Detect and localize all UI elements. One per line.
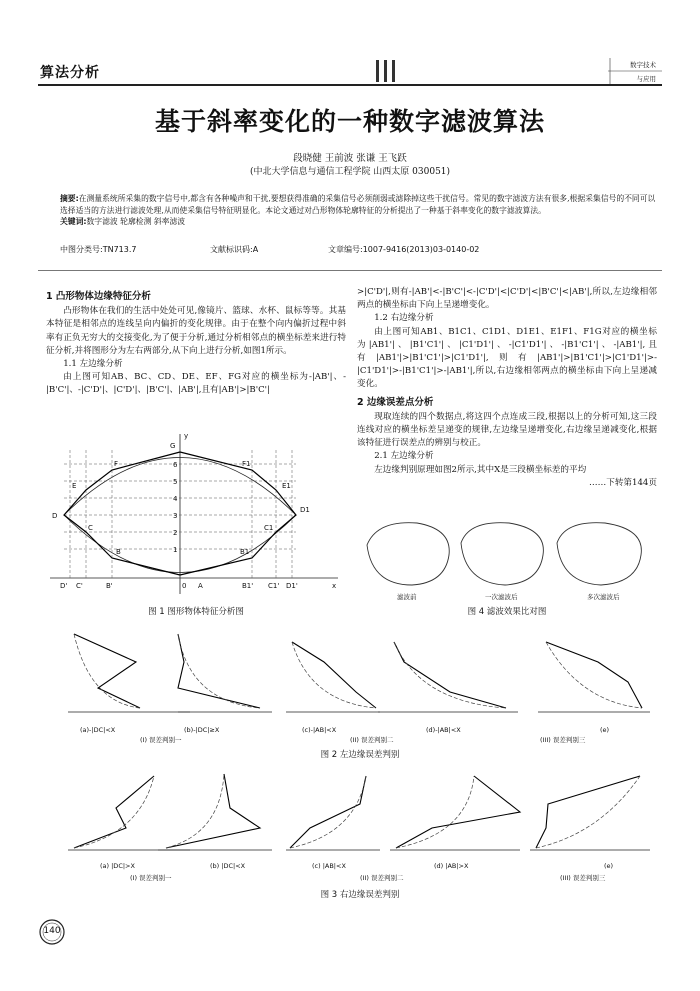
divider: [38, 270, 662, 271]
figure-2-caption: 图 2 左边缘误差判别: [320, 750, 400, 760]
affiliation: (中北大学信息与通信工程学院 山西太原 030051): [249, 167, 451, 177]
figure-3: [60, 764, 660, 886]
ytick-6: 6: [173, 461, 178, 469]
fig2-sub-a: (a)-|DC|<X: [80, 726, 116, 734]
figure-4: [357, 515, 657, 605]
figure-4-caption: 图 4 滤波效果比对图: [467, 607, 547, 617]
label-B1: B1: [240, 548, 250, 556]
page-number-badge: [38, 918, 66, 946]
shape-multi: [557, 523, 641, 585]
paragraph: 由上图可知AB、BC、CD、DE、EF、FG对应的横坐标为-|AB'|、-|B'C'|、-|C'D'|、|C'D'|、|B'C'|、|AB'|,且有|AB'|>|B'C'|: [46, 372, 346, 396]
fig3-sub-e: (e): [604, 862, 614, 870]
shape-before: [367, 523, 449, 585]
fig2-group-2: (II) 误差判别二: [350, 736, 394, 744]
ytick-2: 2: [173, 529, 178, 537]
label-before: 滤波前: [397, 593, 417, 601]
tick-Bp: B': [106, 582, 113, 590]
fig2-sub-c: (c)-|AB|<X: [302, 726, 337, 734]
heading-2-1: 2.1 左边缘分析: [374, 451, 434, 462]
journal-logo: [604, 58, 662, 84]
label-E: E: [72, 482, 77, 490]
section-label: 算法分析: [40, 65, 100, 81]
label-y: y: [184, 432, 189, 440]
fig2-sub-d: (d)-|AB|<X: [426, 726, 461, 734]
fig3-group-3: (III) 误差判别三: [560, 874, 606, 882]
fig3-sub-d: (d) |AB|>X: [434, 862, 469, 870]
right-column: [357, 286, 657, 490]
fig3-group-2: (II) 误差判别二: [360, 874, 404, 882]
figure-1: [46, 430, 346, 602]
figure-2: [60, 622, 660, 744]
tick-B1p: B1': [242, 582, 254, 590]
heading-1: 1 凸形物体边缘特征分析: [46, 291, 151, 302]
label-once: 一次滤波后: [485, 593, 518, 601]
tick-Cp: C': [76, 582, 83, 590]
shape-once: [461, 523, 543, 585]
tick-A: A: [198, 582, 203, 590]
journal-name-line2: 与应用: [636, 75, 656, 83]
label-multi: 多次滤波后: [587, 593, 620, 601]
figure-3-caption: 图 3 右边缘误差判别: [320, 890, 400, 900]
page-number: 140: [43, 926, 61, 936]
label-F: F: [114, 460, 119, 468]
paragraph: 由上图可知AB1、B1C1、C1D1、D1E1、E1F1、F1G对应的横坐标为|AB1'|、|B1'C1'|、|C1'D1'|、-|C1'D1'|、-|B1'C1'|、-|AB1'|,且有|AB1'|>|B1'C1'|>|C1'D1'|,则有|AB1'|>|B1'C1'|>|C1'D1'|>-|C1'D1'|>-|B1'C1'|>-|AB1'|,所以,右边缘相邻两点的横坐标由下向上呈递减变化。: [357, 326, 657, 390]
paper-title: 基于斜率变化的一种数字滤波算法: [154, 107, 545, 136]
fig2-group-3: (III) 误差判别三: [540, 736, 586, 744]
keywords-label: 关键词:: [60, 217, 87, 226]
tick-C1p: C1': [268, 582, 280, 590]
heading-2: 2 边缘误差点分析: [357, 396, 434, 408]
left-column: [46, 286, 346, 398]
fig2-group-1: (I) 误差判别一: [140, 736, 182, 744]
label-C: C: [88, 524, 93, 532]
fig3-group-1: (I) 误差判别一: [130, 874, 172, 882]
paragraph: 凸形物体在我们的生活中处处可见,像镜片、篮球、水杯、鼠标等等。其基本特征是相邻点的连线呈向内偏折的变化规律。由于在整个向内偏折过程中斜率有正负无穷大的交接变化,为了便于分析,通过分析相邻点的横坐标差来进行特征分析,并将图形分为左右两部分,从下向上进行分析,如图1所示。: [46, 306, 346, 356]
label-x: x: [332, 582, 337, 590]
document-code: 文献标识码:A: [210, 245, 259, 254]
authors: 段晓健 王前波 张谦 王飞跃: [293, 153, 407, 164]
tick-Dp: D': [60, 582, 68, 590]
abstract: [60, 193, 656, 228]
article-number: 文章编号:1007-9416(2013)03-0140-02: [328, 245, 480, 254]
ytick-4: 4: [173, 495, 178, 503]
label-G: G: [170, 442, 176, 450]
paragraph: >|C'D'|,则有-|AB'|<-|B'C'|<-|C'D'|<|C'D'|<|B'C'|<|AB'|,所以,左边缘相邻两点的横坐标由下向上呈递增变化。: [357, 287, 657, 311]
fig2-sub-b: (b)-|DC|≥X: [184, 726, 220, 734]
running-header: [38, 56, 662, 86]
ytick-5: 5: [173, 478, 178, 486]
label-D: D: [52, 512, 58, 520]
tick-origin: 0: [182, 582, 187, 590]
heading-1-2: 1.2 右边缘分析: [374, 313, 434, 324]
continued-note: ……下转第144页: [589, 477, 657, 488]
keywords: 数字滤波 轮廓检测 斜率滤波: [86, 217, 186, 226]
fig3-sub-c: (c) |AB|<X: [312, 862, 346, 870]
ytick-3: 3: [173, 512, 178, 520]
paragraph: 左边缘判别原理如图2所示,其中X是三段横坐标差的平均: [374, 464, 587, 475]
figure-1-caption: 图 1 图形物体特征分析图: [148, 607, 244, 617]
clc-number: 中图分类号:TN713.7: [60, 245, 137, 254]
fig2-sub-e: (e): [600, 726, 610, 734]
abstract-text: 在测量系统所采集的数字信号中,都含有各种噪声和干扰,要想获得准确的采集信号必须削弱或滤除掉这些干扰信号。常见的数字滤波方法有很多,根据采集信号的不同可以选择适当的方法进行滤波处理,从而使采集信号特征明显化。本论文通过对凸形物体轮廓特征的分析提出了一种基于斜率变化的数字滤波算法。: [60, 194, 656, 215]
label-F1: F1: [242, 460, 251, 468]
fig3-sub-b: (b) |DC|<X: [210, 862, 246, 870]
header-bars: [376, 60, 398, 82]
label-D1: D1: [300, 506, 310, 514]
fig3-sub-a: (a) |DC|>X: [100, 862, 135, 870]
journal-name-line1: 数字技术: [630, 61, 656, 69]
label-E1: E1: [282, 482, 291, 490]
tick-D1p: D1': [286, 582, 298, 590]
abstract-label: 摘要:: [60, 194, 79, 203]
ytick-1: 1: [173, 546, 178, 554]
paragraph: 现取连续的四个数据点,将这四个点连成三段,根据以上的分析可知,这三段连线对应的横坐标差呈递变的规律,左边缘呈递增变化,右边缘呈递减变化,根据该特征进行误差点的辨别与校正。: [357, 411, 657, 449]
heading-1-1: 1.1 左边缘分析: [63, 359, 123, 370]
label-C1: C1: [264, 524, 274, 532]
label-B: B: [116, 548, 121, 556]
